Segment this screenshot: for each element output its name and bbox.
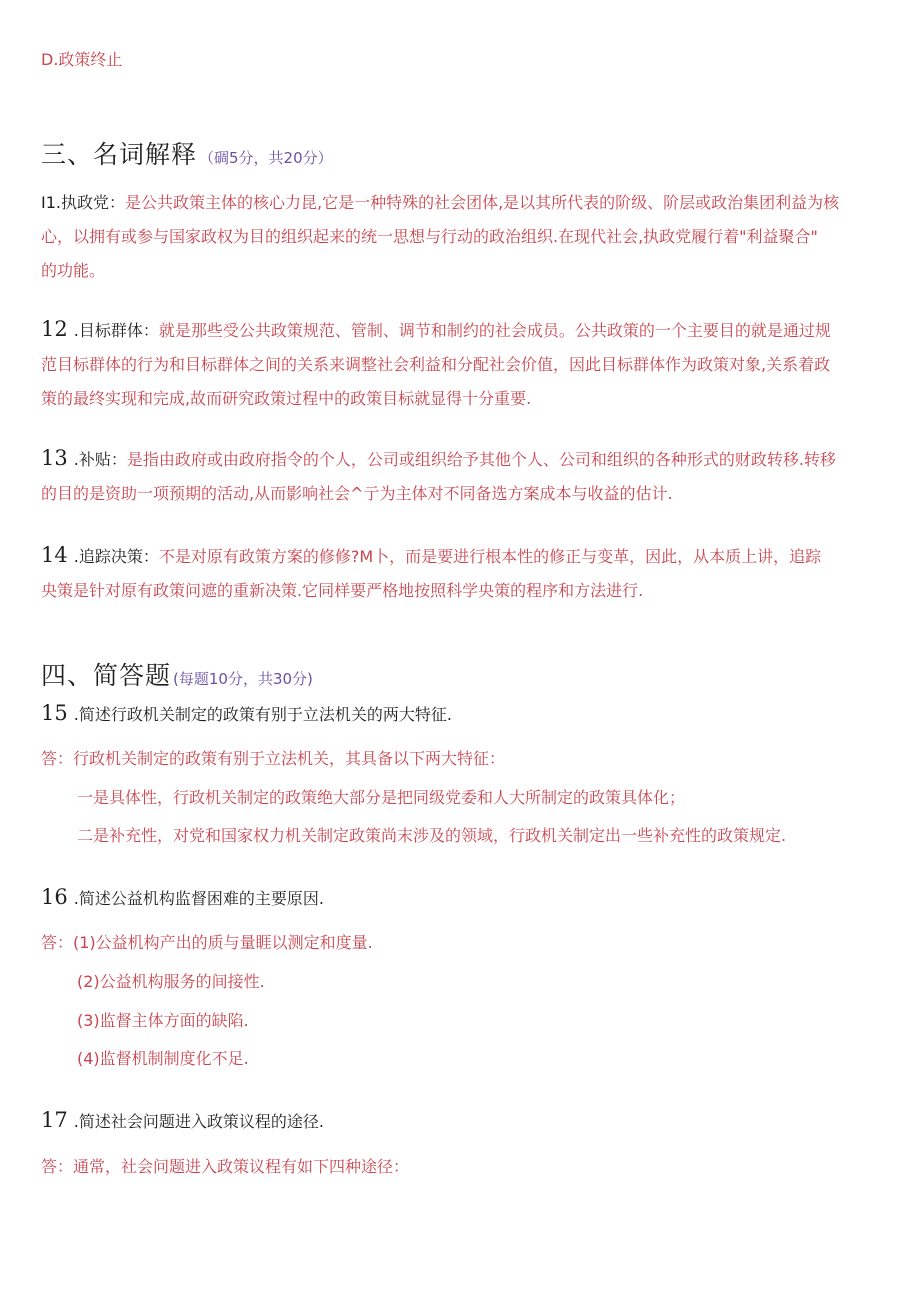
definition-line: 心，以拥有或参与国家政权为目的组织起来的统一思想与行动的政治组织.在现代社会,执政党履行着"利益聚合"	[41, 227, 818, 246]
term-item-13	[41, 441, 883, 511]
question-16	[41, 885, 324, 909]
question-number: 16	[41, 885, 68, 909]
section-score-note: （碉5分，共20分）	[199, 149, 333, 167]
definition-line: 就是那些受公共政策规范、管制、调节和制约的社会成员。公共政策的一个主要目的就是通过规	[158, 321, 831, 340]
definition-line: 是指由政府或由政府指令的个人，公司或组织给予其他个人、公司和组织的各种形式的财政转移.转移	[126, 450, 836, 469]
section-title: 四、简答题	[41, 661, 172, 690]
term-item-14	[41, 538, 883, 608]
question-number: 17	[41, 1108, 68, 1132]
definition-line: 不是对原有政策方案的修修?M卜，而是要进行根本性的修正与变革，因此，从本质上讲，追踪	[158, 547, 822, 566]
question-number: 15	[41, 701, 68, 725]
answer-line: 二是补充性，对党和国家权力机关制定政策尚末涉及的领域，行政机关制定出一些补充性的政策规定.	[77, 826, 787, 845]
question-17	[41, 1108, 324, 1132]
item-number: I1.	[41, 193, 61, 212]
section-title: 三、名词解释	[41, 140, 198, 169]
answer-line: 一是具体性，行政机关制定的政策绝大部分是把同级党委和人大所制定的政策具体化；	[77, 788, 686, 807]
answer-line: (3)监督主体方面的缺陷.	[77, 1011, 249, 1030]
question-text: .简述公益机构监督困难的主要原因.	[73, 889, 324, 908]
answer-line: 答：(1)公益机构产出的质与量睚以测定和度量.	[41, 933, 373, 952]
term-label: .目标群体：	[73, 321, 159, 340]
question-text: .简述社会问题进入政策议程的途径.	[73, 1112, 324, 1131]
definition-line: 范目标群体的行为和目标群体之间的关系来调整社会利益和分配社会价值，因此目标群体作为政策对象,关系着政	[41, 355, 831, 374]
item-number: 13	[41, 446, 68, 470]
definition-line: 策的最终实现和完成,故而研究政策过程中的政策目标就显得十分重要.	[41, 389, 532, 408]
term-label: .补贴：	[73, 450, 127, 469]
definition-line: 央策是针对原有政策问遮的重新决策.它同样要严格地按照科学央策的程序和方法进行.	[41, 581, 644, 600]
question-text: .简述行政机关制定的政策有别于立法机关的两大特征.	[73, 705, 452, 724]
question-15	[41, 701, 452, 725]
definition-line: 是公共政策主体的核心力昆,它是一种特殊的社会团体,是以其所代表的阶级、阶层或政治集团利益为核	[125, 193, 840, 212]
item-number: 12	[41, 317, 68, 341]
answer-line: (2)公益机构服务的间接性.	[77, 972, 265, 991]
term-label: .追踪决策：	[73, 547, 159, 566]
section-score-note: (每题10分，共30分)	[173, 670, 313, 688]
answer-line: 答：行政机关制定的政策有别于立法机关，其具备以下两大特征：	[41, 749, 506, 768]
term-label: 执政党：	[60, 193, 125, 212]
section-heading-4	[41, 656, 313, 692]
definition-line: 的功能。	[41, 261, 106, 280]
answer-line: 答：通常，社会问题进入政策议程有如下四种途径：	[41, 1157, 410, 1176]
term-item-12	[41, 312, 883, 416]
option-d: D.政策终止	[41, 50, 123, 69]
item-number: 14	[41, 543, 68, 567]
section-heading-3	[41, 135, 333, 171]
term-item-11	[41, 186, 883, 288]
answer-line: (4)监督机制制度化不足.	[77, 1049, 249, 1068]
definition-line: 的目的是资助一项预期的活动,从而影响社会^亍为主体对不同备选方案成本与收益的估计.	[41, 484, 673, 503]
